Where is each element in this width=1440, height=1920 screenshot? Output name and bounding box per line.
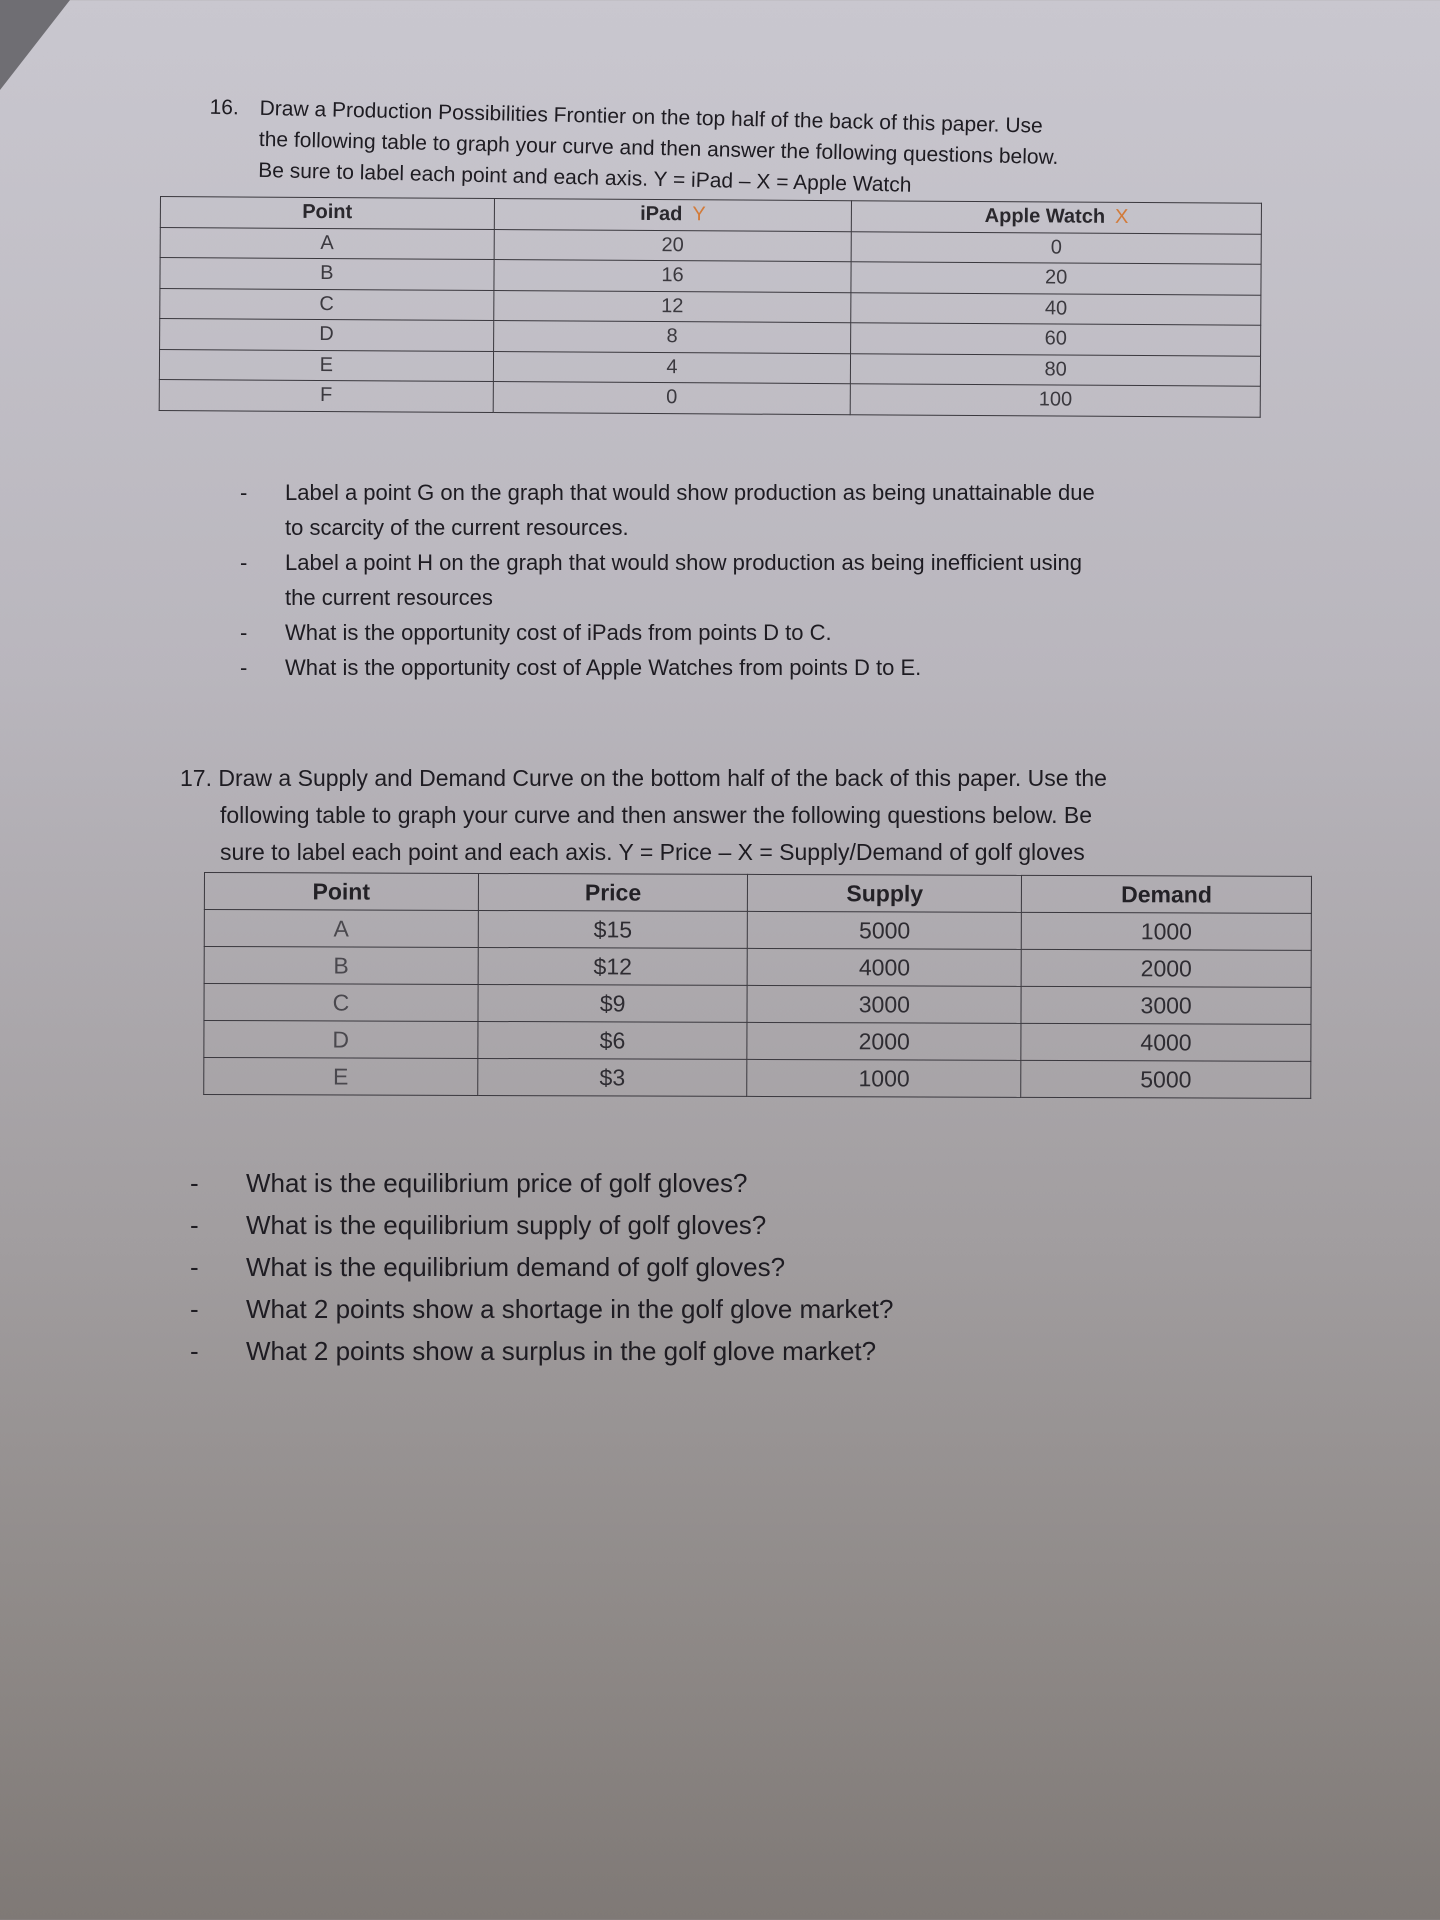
sd-point: A [204,910,478,948]
question-16-prompt [209,92,1240,208]
supply-demand-table [203,872,1312,1099]
ppf-header-point: Point [160,197,494,230]
list-item: - Label a point H on the graph that would show production as being inefficient using [240,550,1083,575]
question-16-line-3: Be sure to label each point and each axis. Y = iPad – X = Apple Watch [257,158,912,197]
sd-header-price: Price [478,873,748,911]
sd-price: $6 [478,1021,748,1059]
ppf-point: A [160,227,494,260]
list-item: - What is the equilibrium demand of golf gloves? [190,1252,786,1282]
list-item: - What is the opportunity cost of iPads from points D to C. [240,620,832,645]
sd-price: $12 [478,947,748,985]
list-item: - What is the opportunity cost of Apple Watches from points D to E. [240,655,922,680]
ppf-ipad: 16 [494,260,852,293]
sd-point: C [204,984,478,1022]
ppf-header-ipad: iPad Y [494,199,852,232]
question-16-line-1: Draw a Production Possibilities Frontier on the top half of the back of this paper. Use [259,96,1043,138]
ppf-apple-watch: 0 [851,231,1261,264]
list-item: the current resources [285,585,493,610]
table-row [204,984,1311,1025]
ppf-point: D [160,319,494,352]
ppf-table [159,196,1262,417]
sd-point: E [204,1058,478,1096]
ppf-point: C [160,288,494,321]
sd-header-demand: Demand [1022,875,1312,913]
question-17-prompt [180,760,1300,871]
ipad-y-mark: Y [692,203,706,226]
sd-point: B [204,947,478,985]
question-17-line-3: sure to label each point and each axis. Y = Price – X = Supply/Demand of golf gloves [220,839,1085,865]
table-row [204,1058,1311,1099]
question-16-list [240,475,1290,685]
question-17-list [190,1162,1290,1372]
question-17-line-1: 17. Draw a Supply and Demand Curve on the bottom half of the back of this paper. Use the [180,765,1107,791]
ppf-ipad: 12 [493,290,851,323]
table-row [204,910,1311,951]
list-item: - What 2 points show a shortage in the golf glove market? [190,1294,894,1324]
apple-watch-x-mark: X [1115,206,1129,229]
sd-header-supply: Supply [748,874,1022,912]
list-item: to scarcity of the current resources. [285,515,629,540]
sd-supply: 2000 [747,1022,1021,1060]
list-item: - Label a point G on the graph that would show production as being unattainable due [240,480,1095,505]
ppf-header-apple-watch: Apple Watch X [852,201,1262,234]
ppf-point: E [159,349,493,382]
sd-demand: 5000 [1021,1060,1311,1098]
sd-demand: 4000 [1021,1023,1311,1061]
ppf-apple-watch: 80 [851,353,1261,386]
ppf-apple-watch: 40 [851,292,1261,325]
ppf-ipad: 20 [494,229,852,262]
list-item: - What is the equilibrium price of golf gloves? [190,1168,748,1198]
list-item: - What 2 points show a surplus in the golf glove market? [190,1336,877,1366]
ppf-point: B [160,258,494,291]
ppf-point: F [159,379,493,412]
question-16-number: 16. [209,95,240,120]
sd-demand: 3000 [1021,986,1311,1024]
table-row [159,379,1260,416]
ppf-apple-watch: 20 [851,262,1261,295]
sd-price: $3 [477,1058,747,1096]
ppf-apple-watch: 100 [851,384,1261,417]
ppf-ipad: 4 [493,351,851,384]
sd-point: D [204,1021,478,1059]
table-row [204,1021,1311,1062]
ppf-ipad: 0 [493,382,851,415]
sd-supply: 1000 [747,1059,1021,1097]
question-16-line-2: the following table to graph your curve and then answer the following questions below. [258,127,1059,170]
list-item: - What is the equilibrium supply of golf gloves? [190,1210,767,1240]
ppf-apple-watch: 60 [851,323,1261,356]
sd-supply: 5000 [748,911,1022,949]
sd-demand: 1000 [1021,912,1311,950]
sd-supply: 4000 [748,948,1022,986]
ppf-ipad: 8 [493,321,851,354]
sd-supply: 3000 [747,985,1021,1023]
sd-header-point: Point [204,873,478,911]
sd-demand: 2000 [1021,949,1311,987]
question-17-line-2: following table to graph your curve and then answer the following questions below. Be [220,802,1092,828]
sd-price: $15 [478,910,748,948]
supply-demand-table-header [204,873,1311,914]
sd-price: $9 [478,984,748,1022]
table-row [204,947,1311,988]
